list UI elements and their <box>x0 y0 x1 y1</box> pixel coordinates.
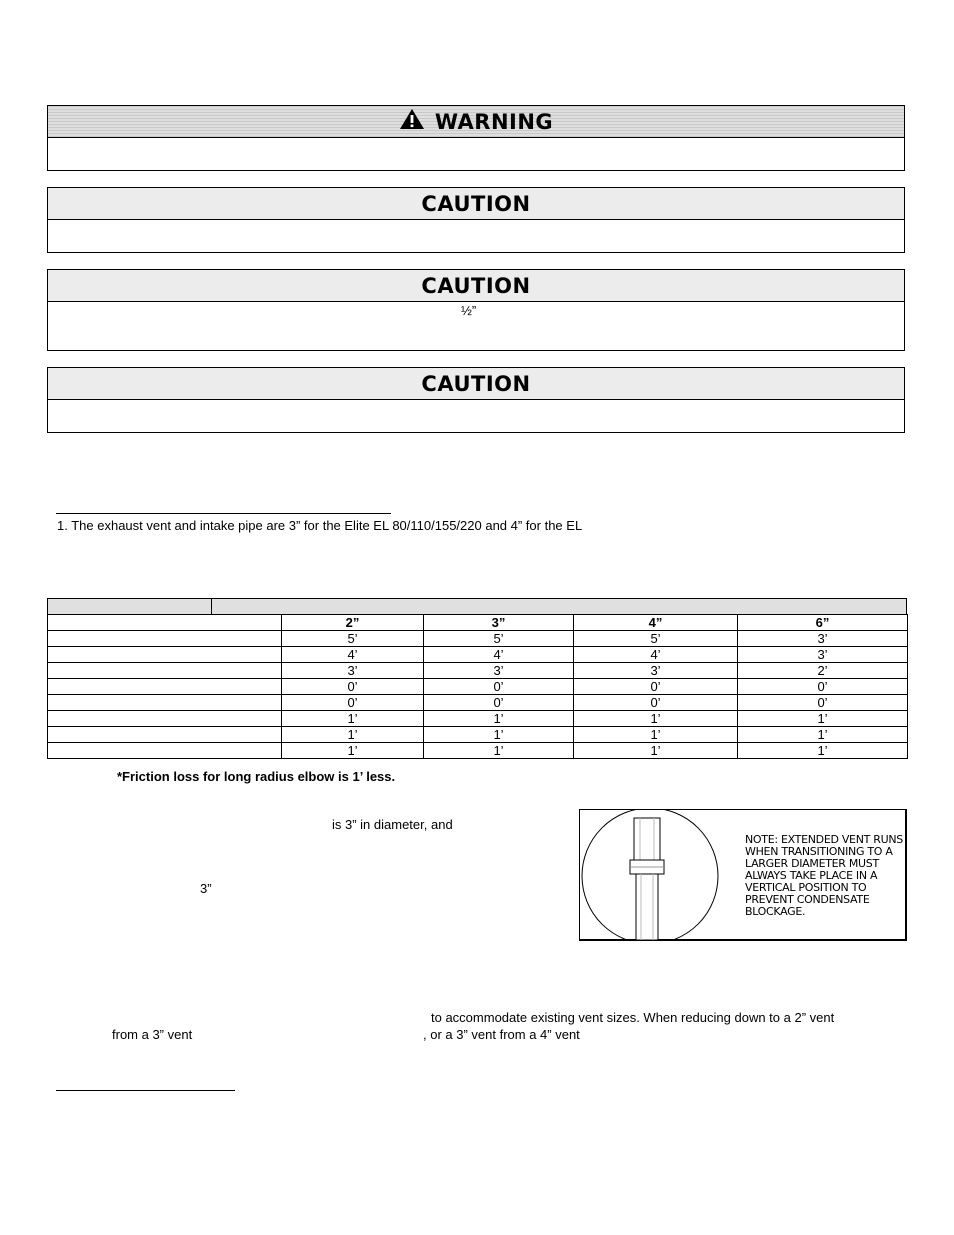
caution-title-3: CAUTION <box>421 371 531 396</box>
table-cell: 3’ <box>574 663 738 679</box>
table-cell: 0’ <box>424 679 574 695</box>
vent-pipe-illustration <box>580 810 730 940</box>
table-row-label <box>48 711 282 727</box>
footnote-rule <box>56 513 391 514</box>
table-cell: 1’ <box>738 743 908 759</box>
caution-header-1 <box>48 188 904 220</box>
text-or-3: , or a 3” vent from a 4” vent <box>423 1027 580 1042</box>
table-cell: 1’ <box>738 727 908 743</box>
warning-header <box>48 106 904 138</box>
figure-note: NOTE: EXTENDED VENT RUNS WHEN TRANSITIONING TO A LARGER DIAMETER MUST ALWAYS TAKE PLACE IN A VERTICAL POSITION TO PREVENT CONDENSATE BLOCKAGE. <box>745 833 903 918</box>
caution-header-3 <box>48 368 904 400</box>
table-cell: 4’ <box>282 647 424 663</box>
caution-title-2: CAUTION <box>421 273 531 298</box>
footnote-text: 1. The exhaust vent and intake pipe are 3” for the Elite EL 80/110/155/220 and 4” for the EL <box>57 518 583 533</box>
caution-box-3 <box>47 367 905 433</box>
text-from-3: from a 3” vent <box>112 1027 193 1042</box>
caution-header-2 <box>48 270 904 302</box>
table-header-cell <box>48 615 282 631</box>
table-row-label <box>48 631 282 647</box>
vent-transition-figure <box>579 809 907 941</box>
warning-box <box>47 105 905 171</box>
table-cell: 1’ <box>282 711 424 727</box>
table-cell: 1’ <box>282 727 424 743</box>
table-row-label <box>48 647 282 663</box>
table-cell: 0’ <box>424 695 574 711</box>
warning-triangle-icon <box>399 108 425 135</box>
table-cell: 0’ <box>574 695 738 711</box>
table-cell: 2’ <box>738 663 908 679</box>
warning-title: WARNING <box>434 109 554 134</box>
table-row <box>48 631 908 647</box>
table-note: *Friction loss for long radius elbow is 1’ less. <box>117 769 396 784</box>
table-cell: 3’ <box>282 663 424 679</box>
table-cell: 0’ <box>282 679 424 695</box>
table-header-cell: 3” <box>424 615 574 631</box>
table-row-label <box>48 727 282 743</box>
table-cell: 1’ <box>574 711 738 727</box>
table-cell: 3’ <box>424 663 574 679</box>
table-cell: 5’ <box>574 631 738 647</box>
section-rule <box>56 1090 235 1091</box>
table-header-cell: 2” <box>282 615 424 631</box>
table-cell: 1’ <box>424 727 574 743</box>
table-cell: 5’ <box>424 631 574 647</box>
table-row-label <box>48 695 282 711</box>
table-cell: 0’ <box>282 695 424 711</box>
table-header-band <box>47 598 907 614</box>
friction-loss-table <box>47 614 908 759</box>
table-cell: 1’ <box>282 743 424 759</box>
table-cell: 4’ <box>574 647 738 663</box>
table-cell: 1’ <box>574 743 738 759</box>
table-row <box>48 727 908 743</box>
table-row <box>48 711 908 727</box>
table-cell: 1’ <box>424 711 574 727</box>
table-header-cell: 6” <box>738 615 908 631</box>
table-row <box>48 663 908 679</box>
table-row <box>48 743 908 759</box>
text-three-inch: 3” <box>200 881 212 896</box>
caution-2-fragment: ½” <box>461 303 477 318</box>
table-cell: 1’ <box>424 743 574 759</box>
table-cell: 4’ <box>424 647 574 663</box>
table-cell: 0’ <box>574 679 738 695</box>
text-diameter: is 3” in diameter, and <box>332 817 453 832</box>
table-row-label <box>48 679 282 695</box>
table-cell: 5’ <box>282 631 424 647</box>
caution-title-1: CAUTION <box>421 191 531 216</box>
table-cell: 0’ <box>738 695 908 711</box>
table-row <box>48 679 908 695</box>
table-row-label <box>48 663 282 679</box>
table-row-label <box>48 743 282 759</box>
table-cell: 1’ <box>738 711 908 727</box>
table-row <box>48 647 908 663</box>
text-accommodate: to accommodate existing vent sizes. When reducing down to a 2” vent <box>431 1010 835 1025</box>
caution-box-1 <box>47 187 905 253</box>
table-cell: 3’ <box>738 631 908 647</box>
table-row <box>48 695 908 711</box>
table-cell: 3’ <box>738 647 908 663</box>
caution-box-2 <box>47 269 905 351</box>
table-cell: 0’ <box>738 679 908 695</box>
table-header-cell: 4” <box>574 615 738 631</box>
table-header-row <box>48 615 908 631</box>
table-cell: 1’ <box>574 727 738 743</box>
